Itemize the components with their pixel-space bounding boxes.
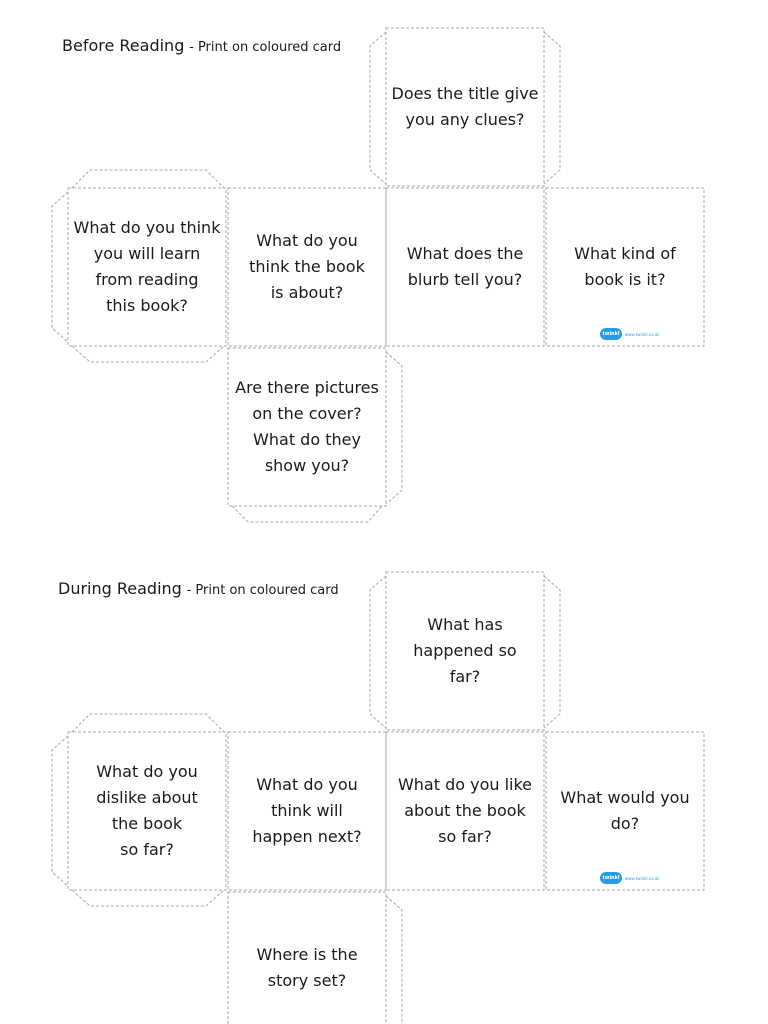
face-far-right: [546, 188, 704, 346]
face-question: What do you think you will learn from reading this book?: [73, 218, 221, 315]
section-subtitle: - Print on coloured card: [189, 40, 342, 55]
face-question: What do you dislike about the book so far?: [96, 762, 198, 859]
face-question: What has happened so far?: [413, 615, 517, 686]
face-top: [386, 28, 544, 186]
face-center: [228, 732, 386, 890]
face-right: [386, 188, 544, 346]
face-far-right: [546, 732, 704, 890]
section-subtitle: - Print on coloured card: [186, 583, 339, 598]
face-question: What do you like about the book so far?: [397, 775, 533, 846]
face-bottom: [228, 892, 386, 1024]
logo-badge: twinkl: [600, 872, 622, 884]
twinkl-logo: [600, 872, 660, 884]
face-question: Are there pictures on the cover? What do they show you?: [235, 378, 379, 475]
twinkl-logo: [600, 328, 660, 340]
face-bottom: [228, 348, 386, 506]
face-question: What would you do?: [560, 788, 690, 833]
during-reading-heading: [58, 579, 339, 598]
logo-text: www.twinkl.co.uk: [625, 875, 660, 881]
face-right: [386, 732, 544, 890]
face-question: Where is the story set?: [256, 945, 358, 990]
face-question: Does the title give you any clues?: [391, 84, 539, 129]
face-question: What does the blurb tell you?: [406, 244, 524, 289]
face-question: What do you think will happen next?: [252, 775, 362, 846]
section-title: Before Reading: [62, 36, 185, 55]
face-top: [386, 572, 544, 730]
face-left: [68, 188, 226, 346]
face-left: [68, 732, 226, 890]
face-question: What kind of book is it?: [574, 244, 676, 289]
logo-badge: twinkl: [600, 328, 622, 340]
logo-text: www.twinkl.co.uk: [625, 331, 660, 337]
section-title: During Reading: [58, 579, 182, 598]
face-center: [228, 188, 386, 346]
face-question: What do you think the book is about?: [249, 231, 365, 302]
